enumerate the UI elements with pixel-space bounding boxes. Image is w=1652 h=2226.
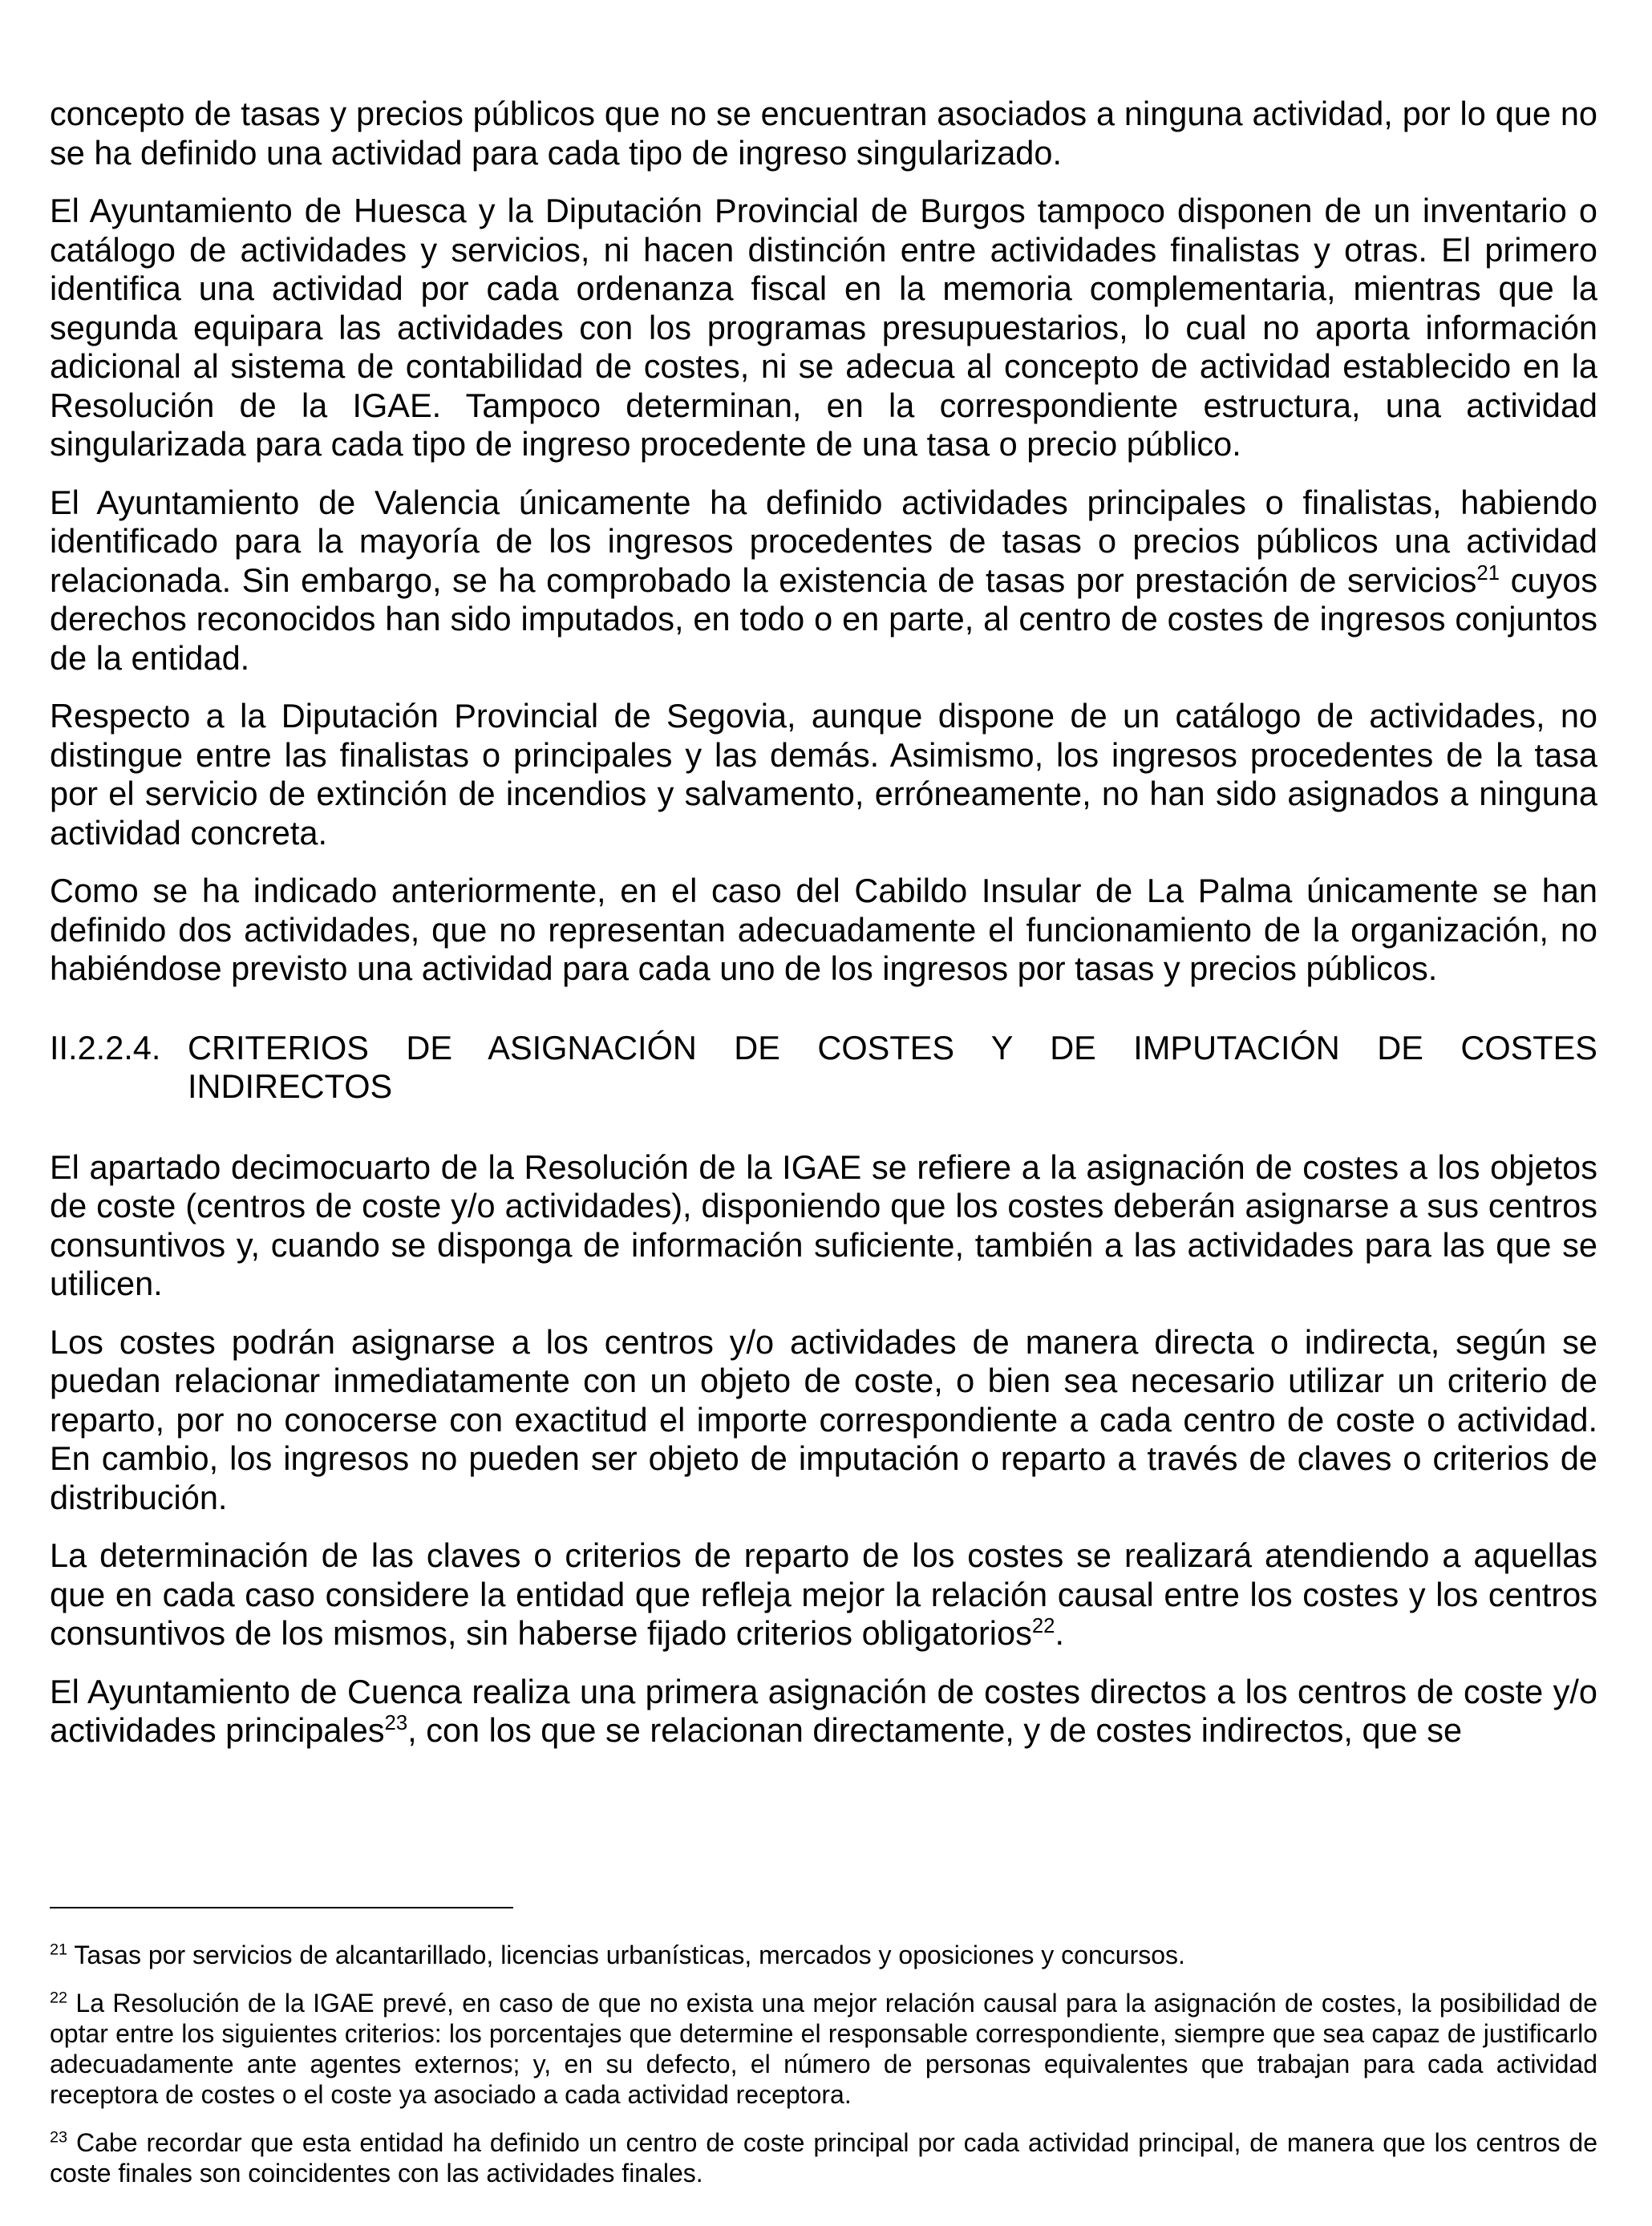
footnote-22 bbox=[50, 1988, 1597, 2110]
footnote-separator bbox=[50, 1907, 513, 1908]
footnote-number: 21 bbox=[50, 1941, 68, 1959]
paragraph-4: Respecto a la Diputación Provincial de Segovia, aunque dispone de un catálogo de actividades, no distingue entre las finalistas o principales y las demás. Asimismo, los ingresos procedentes de la tasa por el servicio de extinción de incendios y salvamento, erróneamente, no han sido asignados a ninguna actividad concreta. bbox=[50, 697, 1597, 852]
section-title-line-2: INDIRECTOS bbox=[188, 1067, 393, 1105]
footnote-text: Cabe recordar que esta entidad ha definido un centro de coste principal por cada actividad principal, de manera que los centros de coste finales son coincidentes con las actividades finales. bbox=[50, 2128, 1597, 2188]
paragraph-2: El Ayuntamiento de Huesca y la Diputación Provincial de Burgos tampoco disponen de un inventario o catálogo de actividades y servicios, ni hacen distinción entre actividades finalistas y otras. El primero identifica una actividad por cada ordenanza fiscal en la memoria complementaria, mientras que la segunda equipara las actividades con los programas presupuestarios, lo cual no aporta información adicional al sistema de contabilidad de costes, ni se adecua al concepto de actividad establecido en la Resolución de la IGAE. Tampoco determinan, en la correspondiente estructura, una actividad singularizada para cada tipo de ingreso procedente de una tasa o precio público. bbox=[50, 192, 1597, 463]
paragraph-8 bbox=[50, 1536, 1597, 1653]
paragraph-9 bbox=[50, 1673, 1597, 1750]
footnote-ref-21[interactable]: 21 bbox=[1476, 561, 1500, 585]
paragraph-5: Como se ha indicado anteriormente, en el caso del Cabildo Insular de La Palma únicamente se han definido dos actividades, que no representan adecuadamente el funcionamiento de la organización, no habiéndose previsto una actividad para cada uno de los ingresos por tasas y precios públicos. bbox=[50, 872, 1597, 987]
footnote-ref-22[interactable]: 22 bbox=[1031, 1615, 1055, 1638]
paragraph-3-text: El Ayuntamiento de Valencia únicamente ha definido actividades principales o finalistas, habiendo identificado para la mayoría de los ingresos procedentes de tasas o precios públicos una actividad relacionada. Sin embargo, se ha comprobado la existencia de tasas por prestación de servicios bbox=[50, 483, 1597, 599]
paragraph-6: El apartado decimocuarto de la Resolución de la IGAE se refiere a la asignación de costes a los objetos de coste (centros de coste y/o actividades), disponiendo que los costes deberán asignarse a sus centros consuntivos y, cuando se disponga de información suficiente, también a las actividades para las que se utilicen. bbox=[50, 1147, 1597, 1302]
document-page bbox=[50, 95, 1597, 1770]
footnote-text: Tasas por servicios de alcantarillado, licencias urbanísticas, mercados y oposiciones y concursos. bbox=[67, 1941, 1185, 1969]
footnote-number: 23 bbox=[50, 2128, 68, 2147]
section-title bbox=[188, 1029, 1597, 1107]
paragraph-3 bbox=[50, 484, 1597, 678]
paragraph-8-text-cont: . bbox=[1055, 1614, 1064, 1652]
section-title-line-1: CRITERIOS DE ASIGNACIÓN DE COSTES Y DE IMPUTACIÓN DE COSTES bbox=[188, 1028, 1597, 1066]
paragraph-8-text: La determinación de las claves o criterios de reparto de los costes se realizará atendiendo a aquellas que en cada caso considere la entidad que refleja mejor la relación causal entre los costes y los centros consuntivos de los mismos, sin haberse fijado criterios obligatorios bbox=[50, 1536, 1597, 1652]
paragraph-7: Los costes podrán asignarse a los centros y/o actividades de manera directa o indirecta, según se puedan relacionar inmediatamente con un objeto de coste, o bien sea necesario utilizar un criterio de reparto, por no conocerse con exactitud el importe correspondiente a cada centro de coste o actividad. En cambio, los ingresos no pueden ser objeto de imputación o reparto a través de claves o criterios de distribución. bbox=[50, 1322, 1597, 1516]
footnote-text: La Resolución de la IGAE prevé, en caso de que no exista una mejor relación causal para la asignación de costes, la posibilidad de optar entre los siguientes criterios: los porcentajes que determine el responsable correspondiente, siempre que sea capaz de justificarlo adecuadamente ante agentes externos; y, en su defecto, el número de personas equivalentes que trabajan para cada actividad receptora de costes o el coste ya asociado a cada actividad receptora. bbox=[50, 1989, 1597, 2109]
section-heading bbox=[50, 1029, 1597, 1107]
footnote-21 bbox=[50, 1940, 1597, 1970]
footnote-23 bbox=[50, 2127, 1597, 2188]
paragraph-9-text: El Ayuntamiento de Cuenca realiza una primera asignación de costes directos a los centros de coste y/o actividades principales bbox=[50, 1672, 1597, 1749]
paragraph-9-text-cont: , con los que se relacionan directamente, y de costes indirectos, que se bbox=[407, 1711, 1463, 1749]
section-number: II.2.2.4. bbox=[50, 1028, 161, 1066]
footnote-ref-23[interactable]: 23 bbox=[384, 1712, 408, 1735]
paragraph-1: concepto de tasas y precios públicos que no se encuentran asociados a ninguna actividad, por lo que no se ha definido una actividad para cada tipo de ingreso singularizado. bbox=[50, 95, 1597, 172]
footnote-number: 22 bbox=[50, 1989, 68, 2007]
footnotes bbox=[50, 1940, 1597, 2206]
paragraph-3-text-cont: cuyos derechos reconocidos han sido imputados, en todo o en parte, al centro de costes de ingresos conjuntos de la entidad. bbox=[50, 561, 1597, 677]
